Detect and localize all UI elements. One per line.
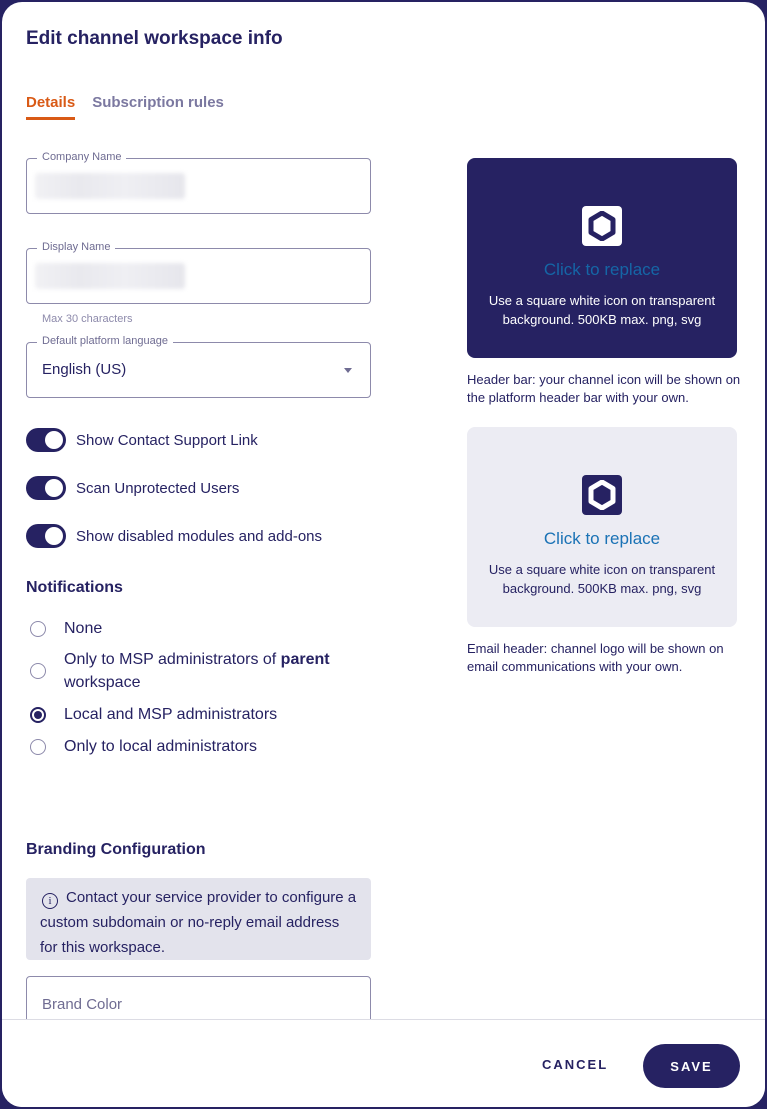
branding-title: Branding Configuration [26, 841, 206, 858]
toggle-knob [45, 431, 63, 449]
toggle-row-disabled-modules [26, 524, 322, 548]
company-name-value-obscured [35, 173, 185, 199]
channel-logo-tile [582, 475, 622, 515]
hexagon-logo-icon [588, 480, 616, 510]
notification-option-local-and-msp[interactable] [30, 703, 277, 726]
email-header-caption: Email header: channel logo will be shown on email communications with your own. [467, 641, 724, 674]
display-name-value-obscured [35, 263, 185, 289]
branding-info-box [26, 878, 371, 960]
label-suffix: workspace [64, 674, 141, 691]
notification-option-none[interactable] [30, 617, 102, 640]
tab-bar [26, 94, 224, 120]
dialog-title: Edit channel workspace info [26, 28, 283, 49]
company-name-field[interactable] [26, 151, 371, 214]
radio-local-and-msp[interactable] [30, 707, 46, 723]
scan-unprotected-label: Scan Unprotected Users [76, 479, 240, 497]
info-icon: i [42, 893, 58, 909]
radio-local-only[interactable] [30, 739, 46, 755]
tab-details[interactable]: Details [26, 94, 75, 120]
contact-support-label: Show Contact Support Link [76, 431, 258, 449]
label-bold: parent [280, 651, 330, 668]
brand-color-placeholder: Brand Color [42, 996, 123, 1013]
radio-local-only-label: Only to local administrators [64, 738, 257, 755]
save-button[interactable]: SAVE [643, 1044, 740, 1088]
disabled-modules-label: Show disabled modules and add-ons [76, 527, 322, 545]
email-header-replace-link[interactable]: Click to replace [543, 529, 661, 548]
language-label: Default platform language [37, 335, 173, 347]
radio-local-and-msp-label: Local and MSP administrators [64, 706, 278, 723]
notifications-title: Notifications [26, 579, 123, 596]
hexagon-logo-icon [588, 211, 616, 241]
cancel-button[interactable]: CANCEL [542, 1057, 609, 1072]
toggle-row-contact-support [26, 428, 258, 452]
header-bar-icon-upload[interactable] [467, 158, 737, 358]
display-name-field[interactable] [26, 241, 371, 304]
branding-info-text: Contact your service provider to configure a custom subdomain or no-reply email address for this workspace. [40, 889, 357, 956]
header-bar-caption: Header bar: your channel icon will be shown on the platform header bar with your own. [467, 372, 741, 405]
display-name-label: Display Name [37, 241, 115, 253]
company-name-label: Company Name [37, 151, 126, 163]
email-header-upload-hint: Use a square white icon on transparent background. 500KB max. png, svg [488, 562, 716, 596]
notification-option-local-only[interactable] [30, 735, 257, 758]
language-value: English (US) [42, 361, 127, 378]
toggle-knob [45, 479, 63, 497]
label-prefix: Only to MSP administrators of [64, 651, 281, 668]
header-bar-upload-hint: Use a square white icon on transparent background. 500KB max. png, svg [488, 293, 716, 327]
radio-parent-msp-label [64, 648, 330, 694]
display-name-helper: Max 30 characters [42, 313, 133, 325]
language-select[interactable] [26, 335, 371, 398]
notification-option-parent-msp[interactable] [30, 648, 330, 694]
radio-none[interactable] [30, 621, 46, 637]
channel-logo-tile [582, 206, 622, 246]
toggle-knob [45, 527, 63, 545]
tab-subscription-rules[interactable]: Subscription rules [92, 94, 224, 111]
radio-parent-msp[interactable] [30, 663, 46, 679]
email-header-logo-upload[interactable] [467, 427, 737, 627]
header-bar-replace-link[interactable]: Click to replace [543, 260, 661, 279]
caret-down-icon [344, 368, 352, 373]
radio-none-label: None [64, 620, 103, 637]
contact-support-toggle[interactable] [26, 428, 66, 452]
scan-unprotected-toggle[interactable] [26, 476, 66, 500]
edit-workspace-dialog [2, 2, 765, 1107]
toggle-row-scan-unprotected [26, 476, 239, 500]
disabled-modules-toggle[interactable] [26, 524, 66, 548]
